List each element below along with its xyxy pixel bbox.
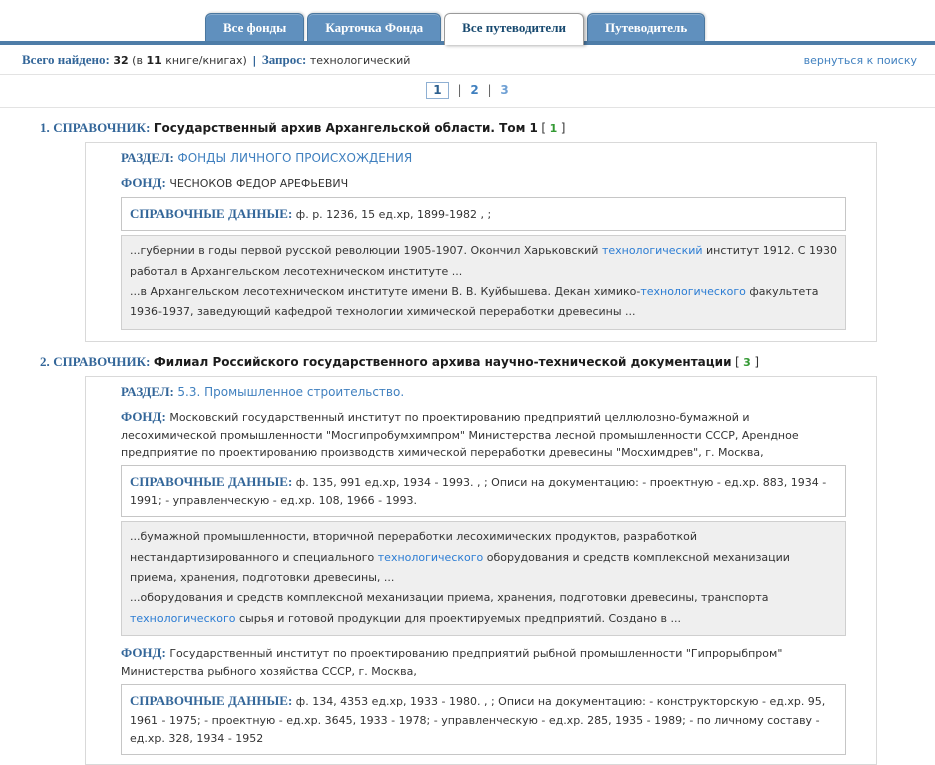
- result-number: 1.: [40, 120, 50, 135]
- summary-separator: |: [252, 54, 257, 67]
- divider: [0, 107, 935, 108]
- fond-title: Московский государственный институт по проектированию предприятий целлюлозно-бумажной и лесохимической промышленности "Мосгипробумхимпром" Министерства лесной промышленности СССР, Арендное предприятие по проектированию производств химической переработки древесины "Мосхимдрев", г. Москва,: [121, 410, 799, 459]
- reference-data-label: СПРАВОЧНЫЕ ДАННЫЕ:: [130, 473, 293, 489]
- fond-title: Государственный институт по проектированию предприятий рыбной промышленности "Гипрорыбпром" Министерства рыбного хозяйства СССР, г. Москва,: [121, 647, 783, 679]
- search-summary-row: [0, 45, 935, 74]
- result-item: [0, 119, 935, 342]
- result-type-label: СПРАВОЧНИК:: [53, 353, 151, 369]
- result-item: [0, 353, 935, 765]
- reference-data-text: ф. р. 1236, 15 ед.хр, 1899-1982 , ;: [295, 207, 492, 221]
- found-label: Всего найдено:: [22, 52, 110, 67]
- reference-data-text: ф. 134, 4353 ед.хр, 1933 - 1980. , ; Описи на документацию: - конструкторскую - ед.хр. 95, 1961 - 1975; - проектную - ед.хр. 3645, 1933 - 1978; - управленческую - ед.хр. 285, 1935 - 1989; - по личному составу - ед.хр. 328, 1934 - 1952: [130, 695, 826, 745]
- fond-label: ФОНД:: [121, 408, 166, 424]
- page-current: 1: [426, 82, 448, 99]
- section-box: [85, 142, 877, 342]
- in-books-text: (в: [132, 54, 143, 67]
- result-count: 1: [549, 122, 558, 135]
- books-count: 11: [146, 54, 162, 67]
- reference-data-label: СПРАВОЧНЫЕ ДАННЫЕ:: [130, 205, 293, 221]
- razdel-link[interactable]: ФОНДЫ ЛИЧНОГО ПРОИСХОЖДЕНИЯ: [177, 150, 413, 165]
- reference-data-label: СПРАВОЧНЫЕ ДАННЫЕ:: [130, 693, 293, 709]
- section-box: [85, 376, 877, 765]
- bracket-close: ]: [754, 354, 760, 369]
- bracket-close: ]: [560, 121, 566, 135]
- reference-data-box: [121, 197, 846, 231]
- fond-line: [121, 407, 846, 461]
- result-count: 3: [743, 355, 751, 369]
- tab-bar: [205, 13, 935, 41]
- tab-guide[interactable]: Путеводитель: [587, 13, 705, 41]
- fond-label: ФОНД:: [121, 645, 166, 661]
- query-label: Запрос:: [261, 52, 307, 67]
- pagination: [0, 75, 935, 107]
- tab-all-guides[interactable]: Все путеводители: [444, 13, 584, 45]
- back-to-search-link[interactable]: вернуться к поиску: [803, 53, 917, 67]
- result-title: Филиал Российского государственного архива научно-технической документации: [153, 354, 732, 369]
- books-suffix: книге/книгах): [165, 54, 247, 67]
- fond-block: [86, 407, 876, 637]
- fond-block: [86, 643, 876, 755]
- reference-data-text: ф. 135, 991 ед.хр, 1934 - 1993. , ; Описи на документацию: - проектную - ед.хр. 883, 1934 - 1991; - управленческую - ед.хр. 108, 1966 - 1993.: [130, 475, 827, 508]
- razdel-label: РАЗДЕЛ:: [121, 149, 174, 165]
- query-value: технологический: [309, 54, 411, 67]
- found-count: 32: [113, 54, 129, 67]
- reference-data-box: [121, 465, 846, 518]
- fond-title: ЧЕСНОКОВ ФЕДОР АРЕФЬЕВИЧ: [169, 176, 349, 190]
- fond-block: [86, 173, 876, 330]
- tab-fond-card[interactable]: Карточка Фонда: [307, 13, 441, 41]
- page-separator: |: [457, 83, 462, 97]
- result-type-label: СПРАВОЧНИК:: [53, 120, 151, 135]
- bracket-open: [: [734, 354, 740, 369]
- search-summary: [22, 52, 410, 68]
- bracket-open: [: [541, 121, 547, 135]
- reference-data-box: [121, 684, 846, 755]
- fond-line: [121, 173, 846, 193]
- fond-line: [121, 643, 846, 680]
- razdel-line: [121, 384, 846, 400]
- page-separator: |: [487, 83, 492, 97]
- result-head: [40, 119, 877, 138]
- razdel-label: РАЗДЕЛ:: [121, 383, 174, 399]
- page-link-2[interactable]: 2: [470, 83, 479, 97]
- razdel-link[interactable]: 5.3. Промышленное строительство.: [177, 384, 405, 399]
- tab-all-fonds[interactable]: Все фонды: [205, 13, 304, 41]
- search-snippet: ...губернии в годы первой русской революции 1905-1907. Окончил Харьковский технологический институт 1912. С 1930 работал в Архангельском лесотехническом институте ... ...в Архангельском лесотехническом институте имени В. В. Куйбышева. Декан химико-технологического факультета 1936-1937, заведующий кафедрой технологии химической переработки древесины ...: [121, 235, 846, 329]
- result-title: Государственный архив Архангельской области. Том 1: [153, 121, 538, 135]
- razdel-line: [121, 150, 846, 166]
- result-number: 2.: [40, 353, 50, 369]
- result-head: [40, 353, 877, 372]
- page-link-3[interactable]: 3: [500, 83, 509, 97]
- search-snippet: ...бумажной промышленности, вторичной переработки лесохимических продуктов, разработкой нестандартизированного и специального технологического оборудования и средств комплексной механизации приема, хранения, подготовки древесины, ... ...оборудования и средств комплексной механизации приема, хранения, подготовки древесины, транспорта технологического сырья и готовой продукции для проектируемых предприятий. Создано в ...: [121, 521, 846, 636]
- fond-label: ФОНД:: [121, 174, 166, 190]
